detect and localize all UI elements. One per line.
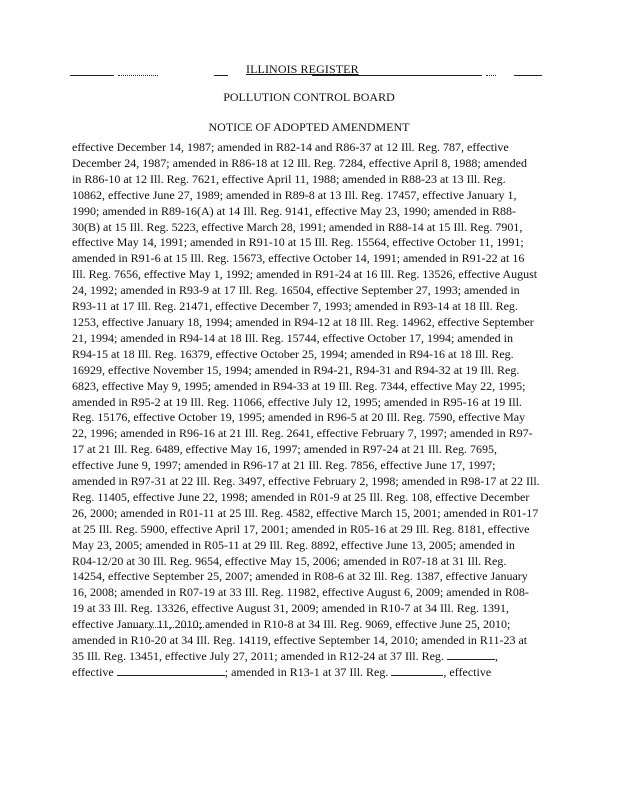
text-line: 6823, effective May 9, 1995; amended in R94-33 at 19 Ill. Reg. 7344, effective May 22, 1995; (72, 378, 526, 393)
text-line: amended in R91-6 at 15 Ill. Reg. 15673, effective October 14, 1991; amended in R91-22 at 16 (72, 251, 525, 266)
text-line-with-blank (72, 649, 552, 665)
text-line: at 25 Ill. Reg. 5900, effective April 17, 2001; amended in R05-16 at 29 Ill. Reg. 8181, effective (72, 521, 530, 536)
text-line: R04-12/20 at 30 Ill. Reg. 9654, effective May 15, 2006; amended in R07-18 at 31 Ill. Reg. (72, 553, 507, 568)
text-line: 10862, effective June 27, 1989; amended in R89-8 at 13 Ill. Reg. 17457, effective January 1, (72, 187, 517, 202)
text-line: Ill. Reg. 7656, effective May 1, 1992; amended in R91-24 at 16 Ill. Reg. 13526, effective August (72, 267, 538, 282)
header-rule (70, 75, 114, 76)
text-line: 14254, effective September 25, 2007; amended in R08-6 at 32 Ill. Reg. 1387, effective January (72, 569, 528, 584)
header-rule (514, 75, 542, 76)
text-line: in R86-10 at 12 Ill. Reg. 7621, effective April 11, 1988; amended in R88-23 at 13 Ill. Reg. (72, 171, 506, 186)
text-line: 22, 1996; amended in R96-16 at 21 Ill. Reg. 2641, effective February 7, 1997; amended in R97- (72, 426, 533, 441)
header-rule (312, 75, 482, 76)
text-line: 16929, effective November 15, 1994; amended in R94-21, R94-31 and R94-32 at 19 Ill. Reg. (72, 362, 520, 377)
text-line: 21, 1994; amended in R94-14 at 18 Ill. Reg. 15744, effective October 17, 1994; amended in (72, 330, 514, 345)
text-line: R93-11 at 17 Ill. Reg. 21471, effective December 7, 1993; amended in R93-14 at 18 Ill. Reg. (72, 299, 518, 314)
text-line: December 24, 1987; amended in R86-18 at 12 Ill. Reg. 7284, effective April 8, 1988; amended (72, 155, 527, 170)
text-line: 26, 2000; amended in R01-11 at 25 Ill. Reg. 4582, effective March 15, 2001; amended in R01-17 (72, 505, 539, 520)
text-line: effective May 14, 1991; amended in R91-10 at 15 Ill. Reg. 15564, effective October 11, 1991; (72, 235, 524, 250)
text-line: Reg. 15176, effective October 19, 1995; amended in R96-5 at 20 Ill. Reg. 7590, effective May (72, 410, 526, 425)
text-line: 17 at 21 Ill. Reg. 6489, effective May 16, 1997; amended in R97-24 at 21 Ill. Reg. 7695, (72, 442, 498, 457)
text-line: R94-15 at 18 Ill. Reg. 16379, effective October 25, 1994; amended in R94-16 at 18 Ill. Reg. (72, 346, 514, 361)
text-line: 35 Ill. Reg. 13451, effective July 27, 2011; amended in R12-24 at 37 Ill. Reg. (72, 649, 444, 663)
text-line: effective June 9, 1997; amended in R96-17 at 21 Ill. Reg. 7856, effective June 17, 1997; (72, 458, 496, 473)
trailing-blank-line (124, 627, 204, 628)
blank-effective-date (117, 666, 225, 676)
final-line (72, 665, 552, 681)
text-line: 19 at 33 Ill. Reg. 13326, effective August 31, 2009; amended in R10-7 at 34 Ill. Reg. 1391, (72, 601, 510, 616)
blank-register-page (447, 650, 495, 660)
text-line: 30(B) at 15 Ill. Reg. 5223, effective March 28, 1991; amended in R88-14 at 15 Ill. Reg. 7901, (72, 219, 523, 234)
register-header (0, 62, 618, 80)
text-line: Reg. 11405, effective June 22, 1998; amended in R01-9 at 25 Ill. Reg. 108, effective December (72, 489, 530, 504)
header-rule (214, 75, 228, 76)
text-line: amended in R95-2 at 19 Ill. Reg. 11066, effective July 12, 1995; amended in R95-16 at 19 Ill. (72, 394, 522, 409)
header-rule (486, 75, 496, 76)
register-title: ILLINOIS REGISTER (246, 62, 359, 76)
final-line-amended: ; amended in R13-1 at 37 Ill. Reg. (224, 664, 389, 679)
text-line: 1253, effective January 18, 1994; amended in R94-12 at 18 Ill. Reg. 14962, effective September (72, 314, 534, 329)
board-title: POLLUTION CONTROL BOARD (223, 90, 395, 104)
text-line: 16, 2008; amended in R07-19 at 33 Ill. Reg. 11982, effective August 6, 2009; amended in R08- (72, 585, 529, 600)
blank-register-page (391, 666, 443, 676)
text-line: amended in R97-31 at 22 Ill. Reg. 3497, effective February 2, 1998; amended in R98-17 at 22 Ill. (72, 474, 540, 489)
text-line: effective January 11, 2010; amended in R10-8 at 34 Ill. Reg. 9069, effective June 25, 2010; (72, 617, 511, 632)
text-line: effective December 14, 1987; amended in R82-14 and R86-37 at 12 Ill. Reg. 787, effective (72, 140, 509, 154)
header-rule (118, 75, 158, 76)
final-line-effective: effective (72, 664, 114, 679)
text-line: 24, 1992; amended in R93-9 at 17 Ill. Reg. 16504, effective September 27, 1993; amended in (72, 283, 520, 298)
line-end-comma: , (494, 649, 498, 663)
notice-title: NOTICE OF ADOPTED AMENDMENT (208, 120, 410, 134)
text-line: 1990; amended in R89-16(A) at 14 Ill. Reg. 9141, effective May 23, 1990; amended in R88- (72, 203, 517, 218)
final-line-effective-2: , effective (443, 664, 492, 679)
amendment-history-text (72, 140, 552, 681)
text-line: amended in R10-20 at 34 Ill. Reg. 14119, effective September 14, 2010; amended in R11-23 at (72, 633, 528, 648)
text-line: May 23, 2005; amended in R05-11 at 29 Ill. Reg. 8892, effective June 13, 2005; amended in (72, 537, 515, 552)
